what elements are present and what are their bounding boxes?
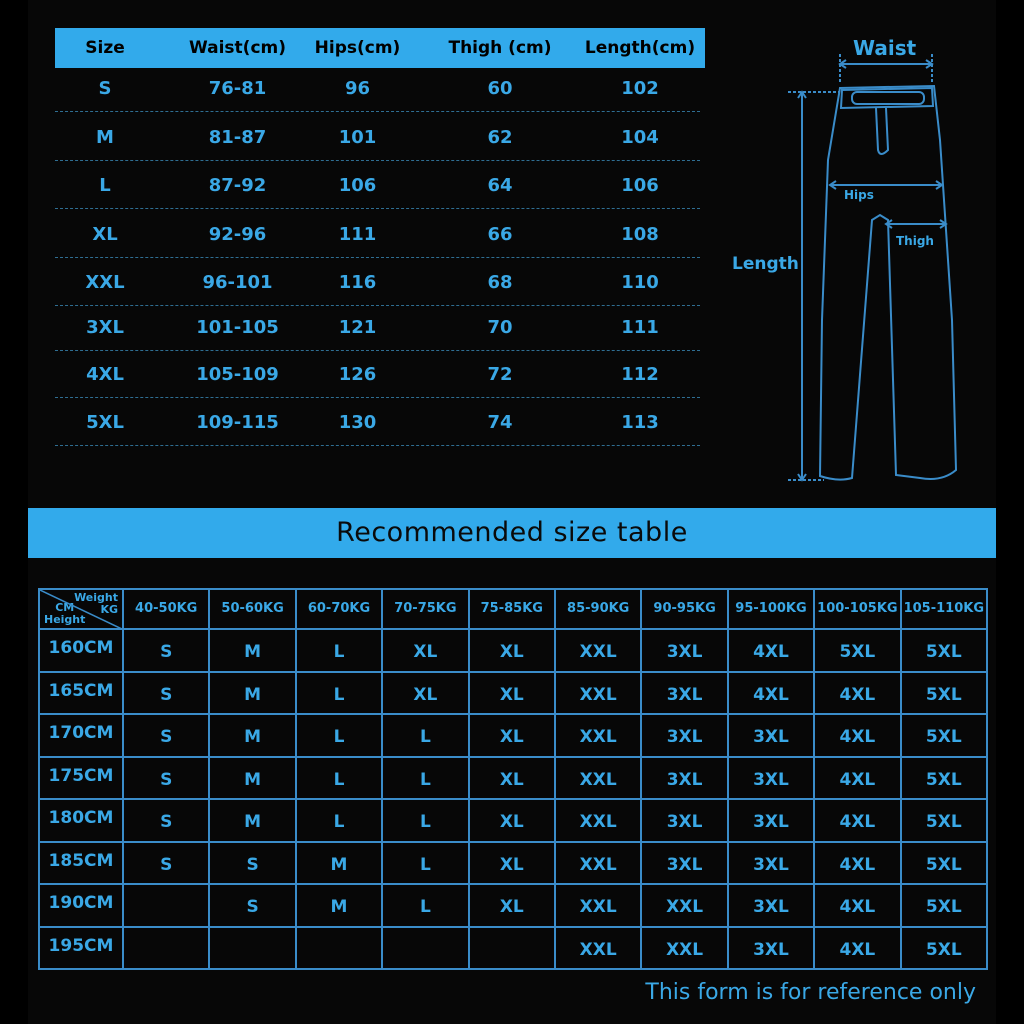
size-chart-cell-thigh: 66: [487, 224, 513, 245]
length-label: Length: [732, 254, 799, 274]
corner-height-text: Height: [44, 613, 86, 626]
size-recommendation-cell: S: [122, 841, 210, 886]
size-chart-cell-waist: 76-81: [208, 78, 267, 99]
size-recommendation-cell: 3XL: [727, 883, 815, 928]
corner-height-unit: CM: [55, 601, 75, 614]
size-chart-cell-hips: 111: [338, 224, 377, 245]
waist-label: Waist: [853, 36, 917, 60]
height-row-header: 180CM: [38, 798, 124, 843]
size-chart-row: [55, 115, 700, 161]
header-waist: Waist(cm): [188, 38, 287, 58]
row-divider: [55, 111, 700, 112]
size-recommendation-cell: 4XL: [813, 671, 901, 716]
size-recommendation-cell: 3XL: [727, 841, 815, 886]
size-recommendation-cell: 5XL: [900, 926, 988, 971]
row-divider: [55, 208, 700, 209]
corner-weight-text: Weight: [74, 591, 118, 604]
size-chart-cell-size: S: [98, 78, 112, 99]
size-recommendation-cell: L: [295, 628, 383, 673]
size-chart-cell-thigh: 64: [487, 175, 513, 196]
size-chart-cell-size: XL: [92, 224, 118, 245]
size-chart-row: [55, 163, 700, 209]
thigh-label: Thigh: [896, 234, 934, 248]
size-chart-cell-size: 4XL: [86, 364, 124, 385]
size-recommendation-cell: L: [381, 713, 469, 758]
size-chart-cell-size: 5XL: [86, 412, 124, 433]
size-recommendation-cell: 3XL: [727, 926, 815, 971]
size-chart-header: [55, 28, 705, 68]
size-recommendation-cell: 3XL: [640, 628, 728, 673]
size-recommendation-cell: 3XL: [727, 713, 815, 758]
size-recommendation-cell: [122, 926, 210, 971]
size-recommendation-cell: 5XL: [900, 883, 988, 928]
size-recommendation-cell: S: [122, 671, 210, 716]
size-recommendation-cell: 4XL: [727, 671, 815, 716]
size-chart-cell-length: 104: [621, 127, 659, 148]
size-recommendation-cell: XL: [468, 713, 556, 758]
size-recommendation-cell: 5XL: [900, 841, 988, 886]
size-chart-cell-size: L: [99, 175, 111, 196]
size-chart-cell-waist: 105-109: [196, 364, 279, 385]
size-recommendation-cell: [468, 926, 556, 971]
row-divider: [55, 445, 700, 446]
size-chart-cell-thigh: 74: [487, 412, 513, 433]
size-chart-cell-thigh: 60: [487, 78, 513, 99]
size-recommendation-cell: XL: [381, 628, 469, 673]
size-chart-cell-length: 112: [621, 364, 659, 385]
size-recommendation-cell: 3XL: [727, 756, 815, 801]
size-chart-cell-waist: 92-96: [208, 224, 267, 245]
row-divider: [55, 397, 700, 398]
size-chart-cell-thigh: 68: [487, 272, 513, 293]
size-recommendation-cell: M: [208, 628, 296, 673]
size-recommendation-cell: 4XL: [813, 798, 901, 843]
size-recommendation-cell: S: [122, 756, 210, 801]
size-chart-cell-hips: 101: [338, 127, 377, 148]
size-recommendation-cell: XXL: [640, 883, 728, 928]
size-recommendation-cell: [122, 883, 210, 928]
size-chart-cell-length: 106: [621, 175, 659, 196]
size-recommendation-cell: M: [208, 756, 296, 801]
size-recommendation-cell: L: [381, 756, 469, 801]
height-row-header: 170CM: [38, 713, 124, 758]
size-chart-cell-length: 108: [621, 224, 659, 245]
size-recommendation-cell: XL: [468, 628, 556, 673]
size-recommendation-cell: 3XL: [640, 841, 728, 886]
size-recommendation-cell: 4XL: [813, 756, 901, 801]
size-chart-cell-length: 102: [621, 78, 659, 99]
row-divider: [55, 257, 700, 258]
size-recommendation-cell: 3XL: [640, 798, 728, 843]
size-chart-cell-thigh: 70: [487, 317, 513, 338]
size-recommendation-cell: 5XL: [813, 628, 901, 673]
size-recommendation-cell: 4XL: [813, 926, 901, 971]
size-recommendation-cell: XXL: [554, 841, 642, 886]
size-recommendation-cell: S: [122, 628, 210, 673]
size-chart-cell-hips: 126: [338, 364, 377, 385]
height-row-header: 190CM: [38, 883, 124, 928]
weight-header-cell: 95-100KG: [727, 588, 815, 630]
weight-header-cell: 105-110KG: [900, 588, 988, 630]
weight-header-cell: 60-70KG: [295, 588, 383, 630]
weight-header-cell: 85-90KG: [554, 588, 642, 630]
row-divider: [55, 160, 700, 161]
size-recommendation-cell: S: [208, 883, 296, 928]
size-recommendation-cell: 4XL: [813, 883, 901, 928]
size-chart-row: [55, 66, 700, 112]
size-chart-cell-hips: 121: [338, 317, 377, 338]
size-recommendation-cell: XL: [468, 883, 556, 928]
size-recommendation-cell: XXL: [554, 713, 642, 758]
size-recommendation-cell: 3XL: [727, 798, 815, 843]
weight-header-cell: 100-105KG: [813, 588, 901, 630]
corner-diagonal: [40, 590, 124, 630]
size-recommendation-cell: 3XL: [640, 756, 728, 801]
size-recommendation-cell: S: [208, 841, 296, 886]
size-chart-row: [55, 352, 700, 398]
size-chart-cell-waist: 81-87: [208, 127, 267, 148]
size-recommendation-cell: XXL: [554, 798, 642, 843]
size-recommendation-cell: XL: [468, 671, 556, 716]
size-recommendation-cell: L: [381, 883, 469, 928]
header-length: Length(cm): [584, 38, 696, 58]
size-recommendation-cell: 5XL: [900, 798, 988, 843]
size-recommendation-cell: XL: [468, 798, 556, 843]
pants-diagram: [720, 20, 1000, 500]
height-row-header: 160CM: [38, 628, 124, 673]
size-chart-row: [55, 400, 700, 446]
size-recommendation-cell: 5XL: [900, 756, 988, 801]
height-row-header: 185CM: [38, 841, 124, 886]
size-recommendation-cell: 5XL: [900, 671, 988, 716]
recommended-size-grid: [38, 588, 988, 970]
size-recommendation-cell: XL: [468, 756, 556, 801]
size-recommendation-cell: [381, 926, 469, 971]
hips-label: Hips: [844, 188, 874, 202]
size-recommendation-cell: M: [295, 841, 383, 886]
size-recommendation-cell: M: [295, 883, 383, 928]
size-recommendation-cell: M: [208, 671, 296, 716]
size-recommendation-cell: L: [381, 841, 469, 886]
size-recommendation-cell: M: [208, 798, 296, 843]
size-chart-cell-waist: 101-105: [196, 317, 279, 338]
row-divider: [55, 350, 700, 351]
size-chart-cell-hips: 96: [344, 78, 371, 99]
header-hips: Hips(cm): [314, 38, 401, 58]
header-thigh: Thigh (cm): [448, 38, 552, 58]
weight-header-cell: 75-85KG: [468, 588, 556, 630]
size-chart-cell-thigh: 62: [487, 127, 513, 148]
size-recommendation-cell: L: [381, 798, 469, 843]
corner-weight-unit: KG: [100, 603, 118, 616]
size-chart-cell-length: 113: [621, 412, 659, 433]
size-chart-cell-hips: 116: [338, 272, 377, 293]
size-chart-cell-size: XXL: [85, 272, 125, 293]
size-chart-cell-waist: 96-101: [202, 272, 273, 293]
size-recommendation-cell: L: [295, 798, 383, 843]
size-chart-row: [55, 260, 700, 306]
size-recommendation-cell: XL: [468, 841, 556, 886]
reference-note: This form is for reference only: [645, 980, 976, 1005]
size-recommendation-cell: S: [122, 798, 210, 843]
height-row-header: 195CM: [38, 926, 124, 971]
size-recommendation-cell: 4XL: [813, 713, 901, 758]
size-recommendation-cell: L: [295, 671, 383, 716]
size-chart-cell-size: M: [96, 127, 114, 148]
weight-header-cell: 50-60KG: [208, 588, 296, 630]
grid-corner-cell: [38, 588, 124, 630]
size-recommendation-cell: S: [122, 713, 210, 758]
size-recommendation-cell: 5XL: [900, 713, 988, 758]
size-chart-cell-hips: 130: [338, 412, 377, 433]
size-chart-cell-size: 3XL: [86, 317, 124, 338]
size-recommendation-cell: XXL: [554, 926, 642, 971]
size-chart-cell-hips: 106: [338, 175, 377, 196]
size-recommendation-cell: XXL: [554, 756, 642, 801]
recommended-banner: Recommended size table: [28, 508, 996, 558]
header-size: Size: [85, 38, 125, 58]
size-chart-cell-length: 110: [621, 272, 659, 293]
weight-header-cell: 40-50KG: [122, 588, 210, 630]
size-recommendation-cell: 3XL: [640, 713, 728, 758]
size-recommendation-cell: XXL: [554, 628, 642, 673]
weight-header-cell: 70-75KG: [381, 588, 469, 630]
size-recommendation-cell: [295, 926, 383, 971]
size-chart-row: [55, 212, 700, 258]
size-chart-cell-waist: 87-92: [208, 175, 267, 196]
size-recommendation-cell: XL: [381, 671, 469, 716]
weight-header-cell: 90-95KG: [640, 588, 728, 630]
height-row-header: 165CM: [38, 671, 124, 716]
size-chart-cell-length: 111: [621, 317, 659, 338]
size-recommendation-cell: 5XL: [900, 628, 988, 673]
size-recommendation-cell: XXL: [554, 883, 642, 928]
size-recommendation-cell: XXL: [554, 671, 642, 716]
size-recommendation-cell: L: [295, 713, 383, 758]
size-recommendation-cell: [208, 926, 296, 971]
size-chart-cell-thigh: 72: [487, 364, 513, 385]
size-recommendation-cell: M: [208, 713, 296, 758]
size-recommendation-cell: 4XL: [813, 841, 901, 886]
size-chart-cell-waist: 109-115: [196, 412, 279, 433]
size-chart-row: [55, 305, 700, 351]
size-recommendation-cell: XXL: [640, 926, 728, 971]
size-recommendation-cell: 3XL: [640, 671, 728, 716]
height-row-header: 175CM: [38, 756, 124, 801]
size-recommendation-cell: 4XL: [727, 628, 815, 673]
size-recommendation-cell: L: [295, 756, 383, 801]
